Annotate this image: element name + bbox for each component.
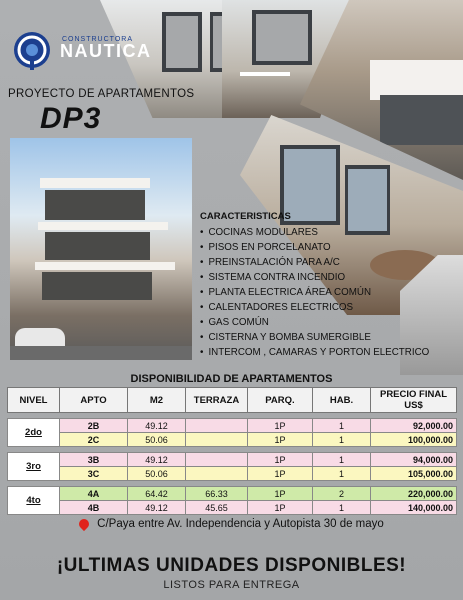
m2-cell: 50.06: [128, 467, 186, 481]
precio-cell: 94,000.00: [371, 453, 457, 467]
feature-item: • CISTERNA Y BOMBA SUMERGIBLE: [200, 330, 429, 345]
hab-cell: 1: [313, 419, 371, 433]
table-row: [8, 419, 457, 433]
address-text: C/Paya entre Av. Independencia y Autopista 30 de mayo: [97, 518, 384, 530]
hab-cell: 1: [313, 433, 371, 447]
m2-cell: 49.12: [128, 419, 186, 433]
location-pin-icon: [77, 517, 91, 531]
availability-table: [7, 387, 457, 515]
nivel-cell: 4to: [8, 487, 60, 515]
nautica-logo-icon: [12, 30, 52, 70]
parq-cell: 1P: [248, 487, 313, 501]
nivel-cell: 3ro: [8, 453, 60, 481]
header-terraza: TERRAZA: [186, 388, 248, 413]
apto-cell: 4A: [60, 487, 128, 501]
m2-cell: 50.06: [128, 433, 186, 447]
apto-cell: 2C: [60, 433, 128, 447]
hab-cell: 1: [313, 501, 371, 515]
precio-cell: 220,000.00: [371, 487, 457, 501]
parq-cell: 1P: [248, 467, 313, 481]
header-precio: PRECIO FINAL US$: [371, 388, 457, 413]
feature-item: • SISTEMA CONTRA INCENDIO: [200, 270, 429, 285]
feature-item: • GAS COMÚN: [200, 315, 429, 330]
apto-cell: 4B: [60, 501, 128, 515]
table-header-row: [8, 388, 457, 413]
feature-item: • COCINAS MODULARES: [200, 225, 429, 240]
apto-cell: 3C: [60, 467, 128, 481]
parq-cell: 1P: [248, 501, 313, 515]
table-row: [8, 453, 457, 467]
feature-item: • PLANTA ELECTRICA ÁREA COMÚN: [200, 285, 429, 300]
logo-brand: NAUTICA: [60, 41, 152, 61]
precio-cell: 92,000.00: [371, 419, 457, 433]
parq-cell: 1P: [248, 433, 313, 447]
headline: ¡ULTIMAS UNIDADES DISPONIBLES!: [56, 555, 407, 576]
subheadline: LISTOS PARA ENTREGA: [163, 579, 300, 591]
header-parq: PARQ.: [248, 388, 313, 413]
terraza-cell: 66.33: [186, 487, 248, 501]
feature-item: • INTERCOM , CAMARAS Y PORTON ELECTRICO: [200, 345, 429, 360]
apto-cell: 3B: [60, 453, 128, 467]
header-hab: HAB.: [313, 388, 371, 413]
parq-cell: 1P: [248, 453, 313, 467]
header-nivel: NIVEL: [8, 388, 60, 413]
terraza-cell: 45.65: [186, 501, 248, 515]
table-row: [8, 467, 457, 481]
table-row: [8, 433, 457, 447]
m2-cell: 49.12: [128, 501, 186, 515]
project-subtitle: PROYECTO DE APARTAMENTOS: [8, 88, 195, 100]
terraza-cell: [186, 467, 248, 481]
features-list: [200, 225, 429, 360]
project-name: DP3: [40, 102, 102, 135]
feature-item: • PISOS EN PORCELANATO: [200, 240, 429, 255]
feature-item: • PREINSTALACIÓN PARA A/C: [200, 255, 429, 270]
terraza-cell: [186, 453, 248, 467]
nivel-cell: 2do: [8, 419, 60, 447]
terraza-cell: [186, 433, 248, 447]
precio-cell: 140,000.00: [371, 501, 457, 515]
hab-cell: 1: [313, 453, 371, 467]
parq-cell: 1P: [248, 419, 313, 433]
hab-cell: 1: [313, 467, 371, 481]
table-row: [8, 487, 457, 501]
header: [0, 0, 200, 140]
precio-cell: 100,000.00: [371, 433, 457, 447]
address-line: [0, 518, 463, 530]
m2-cell: 49.12: [128, 453, 186, 467]
availability-title: DISPONIBILIDAD DE APARTAMENTOS: [130, 373, 333, 385]
hab-cell: 2: [313, 487, 371, 501]
table-row: [8, 501, 457, 515]
m2-cell: 64.42: [128, 487, 186, 501]
building-render-photo: [10, 138, 192, 360]
header-apto: APTO: [60, 388, 128, 413]
precio-cell: 105,000.00: [371, 467, 457, 481]
apto-cell: 2B: [60, 419, 128, 433]
header-m2: M2: [128, 388, 186, 413]
features-title: CARACTERISTICAS: [200, 211, 291, 222]
terraza-cell: [186, 419, 248, 433]
logo-tagline: CONSTRUCTORA: [62, 36, 133, 43]
feature-item: • CALENTADORES ELECTRICOS: [200, 300, 429, 315]
